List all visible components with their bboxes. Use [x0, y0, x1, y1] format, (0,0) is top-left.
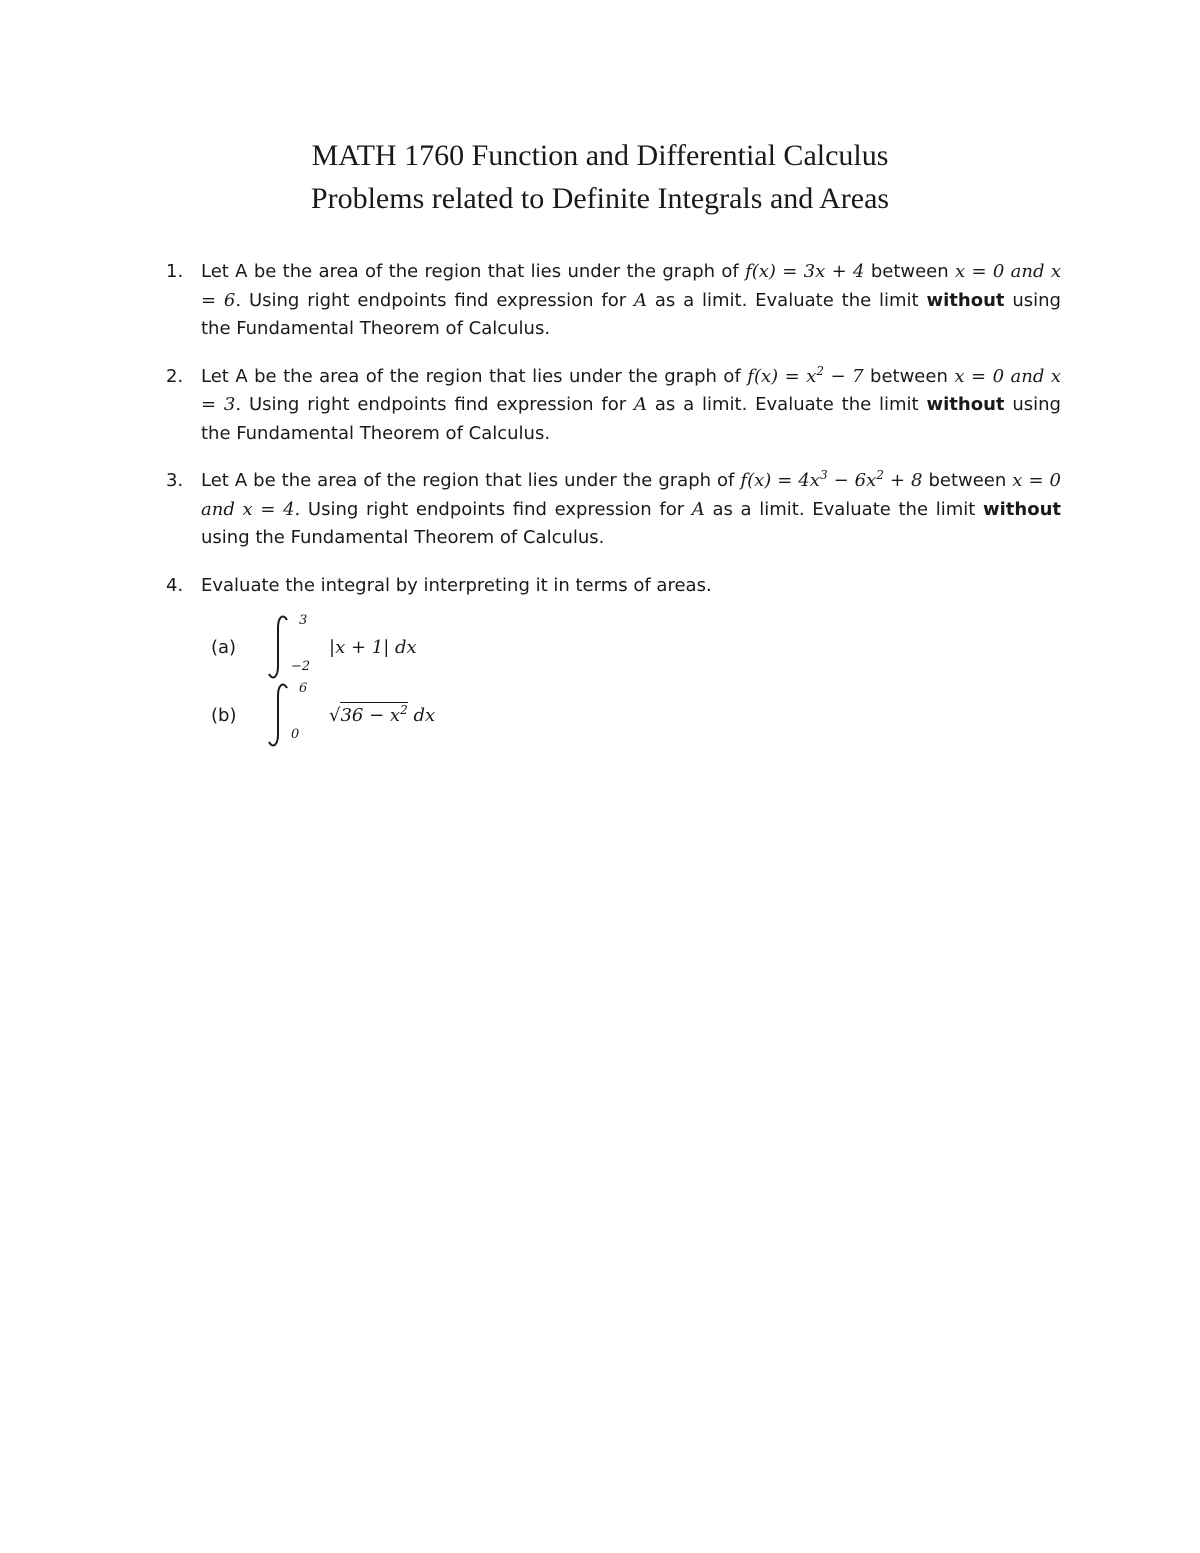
radicand: $36 - x^2$	[340, 703, 408, 726]
subproblem-b	[211, 682, 1061, 750]
problem-3	[166, 467, 1061, 553]
integrand: |x + 1| dx	[329, 637, 417, 658]
problem-text: as a limit. Evaluate the limit	[712, 498, 976, 520]
problem-lead: Let A be the area of the region that lies under the graph of	[201, 261, 739, 282]
problem-2	[166, 363, 1061, 449]
integral-sign-icon	[263, 682, 293, 748]
lower-limit: 0	[291, 727, 300, 742]
bounds-expression: x = 0 and x = 4.	[201, 470, 1061, 520]
bounds-expression: x = 0 and x = 6.	[201, 261, 1062, 311]
area-variable: A	[633, 394, 647, 415]
subproblem-a	[211, 614, 1061, 682]
between-word: between	[928, 470, 1007, 491]
area-variable: A	[691, 498, 705, 520]
problem-text: using the Fundamental Theorem of Calculus.	[201, 527, 605, 548]
subproblem-label: (b)	[211, 705, 237, 726]
integral-sign-icon	[263, 614, 293, 680]
problem-1	[166, 258, 1061, 344]
subproblem-label: (a)	[211, 637, 237, 658]
upper-limit: 6	[299, 681, 308, 696]
lower-limit: −2	[291, 659, 311, 674]
document-title	[0, 134, 1200, 220]
problem-4	[166, 572, 1061, 751]
area-variable: A	[633, 289, 647, 311]
title-line-1: MATH 1760 Function and Differential Calculus	[311, 139, 889, 172]
integrand	[329, 702, 435, 731]
emphasis-word: without	[926, 394, 1005, 415]
problem-text: Using right endpoints find expression for	[248, 394, 627, 415]
problem-text: Using right endpoints find expression for	[307, 498, 685, 520]
problem-text: using the Fundamental Theorem of Calculus.	[201, 394, 1061, 444]
problem-text: Evaluate the integral by interpreting it in terms of areas.	[201, 574, 712, 596]
differential: dx	[407, 705, 436, 726]
between-word: between	[870, 261, 949, 282]
upper-limit: 3	[299, 613, 308, 628]
problem-lead: Let A be the area of the region that lies under the graph of	[201, 470, 735, 491]
problem-number: 4.	[166, 574, 184, 596]
square-root	[329, 702, 408, 731]
function-expression: $f(x) = 4x^3 - 6x^2 + 8$	[740, 468, 923, 491]
problem-number: 1.	[166, 261, 184, 282]
emphasis-word: without	[926, 289, 1005, 311]
title-line-2: Problems related to Definite Integrals and Areas	[310, 182, 890, 215]
problem-lead: Let A be the area of the region that lies under the graph of	[201, 365, 741, 387]
problem-text: as a limit. Evaluate the limit	[654, 394, 919, 415]
function-expression: $f(x) = x^2 - 7$	[747, 363, 864, 387]
bounds-expression: x = 0 and x = 3.	[201, 365, 1062, 415]
between-word: between	[870, 365, 948, 387]
problem-number: 2.	[166, 365, 184, 387]
emphasis-word: without	[982, 498, 1061, 520]
problem-text: as a limit. Evaluate the limit	[654, 289, 919, 311]
radical-sign-icon: √	[329, 705, 341, 726]
function-expression: f(x) = 3x + 4	[745, 261, 865, 282]
problem-text: Using right endpoints find expression for	[248, 289, 627, 311]
problem-list	[166, 258, 1061, 769]
problem-text: using the Fundamental Theorem of Calculus.	[201, 289, 1061, 339]
problem-number: 3.	[166, 470, 184, 491]
